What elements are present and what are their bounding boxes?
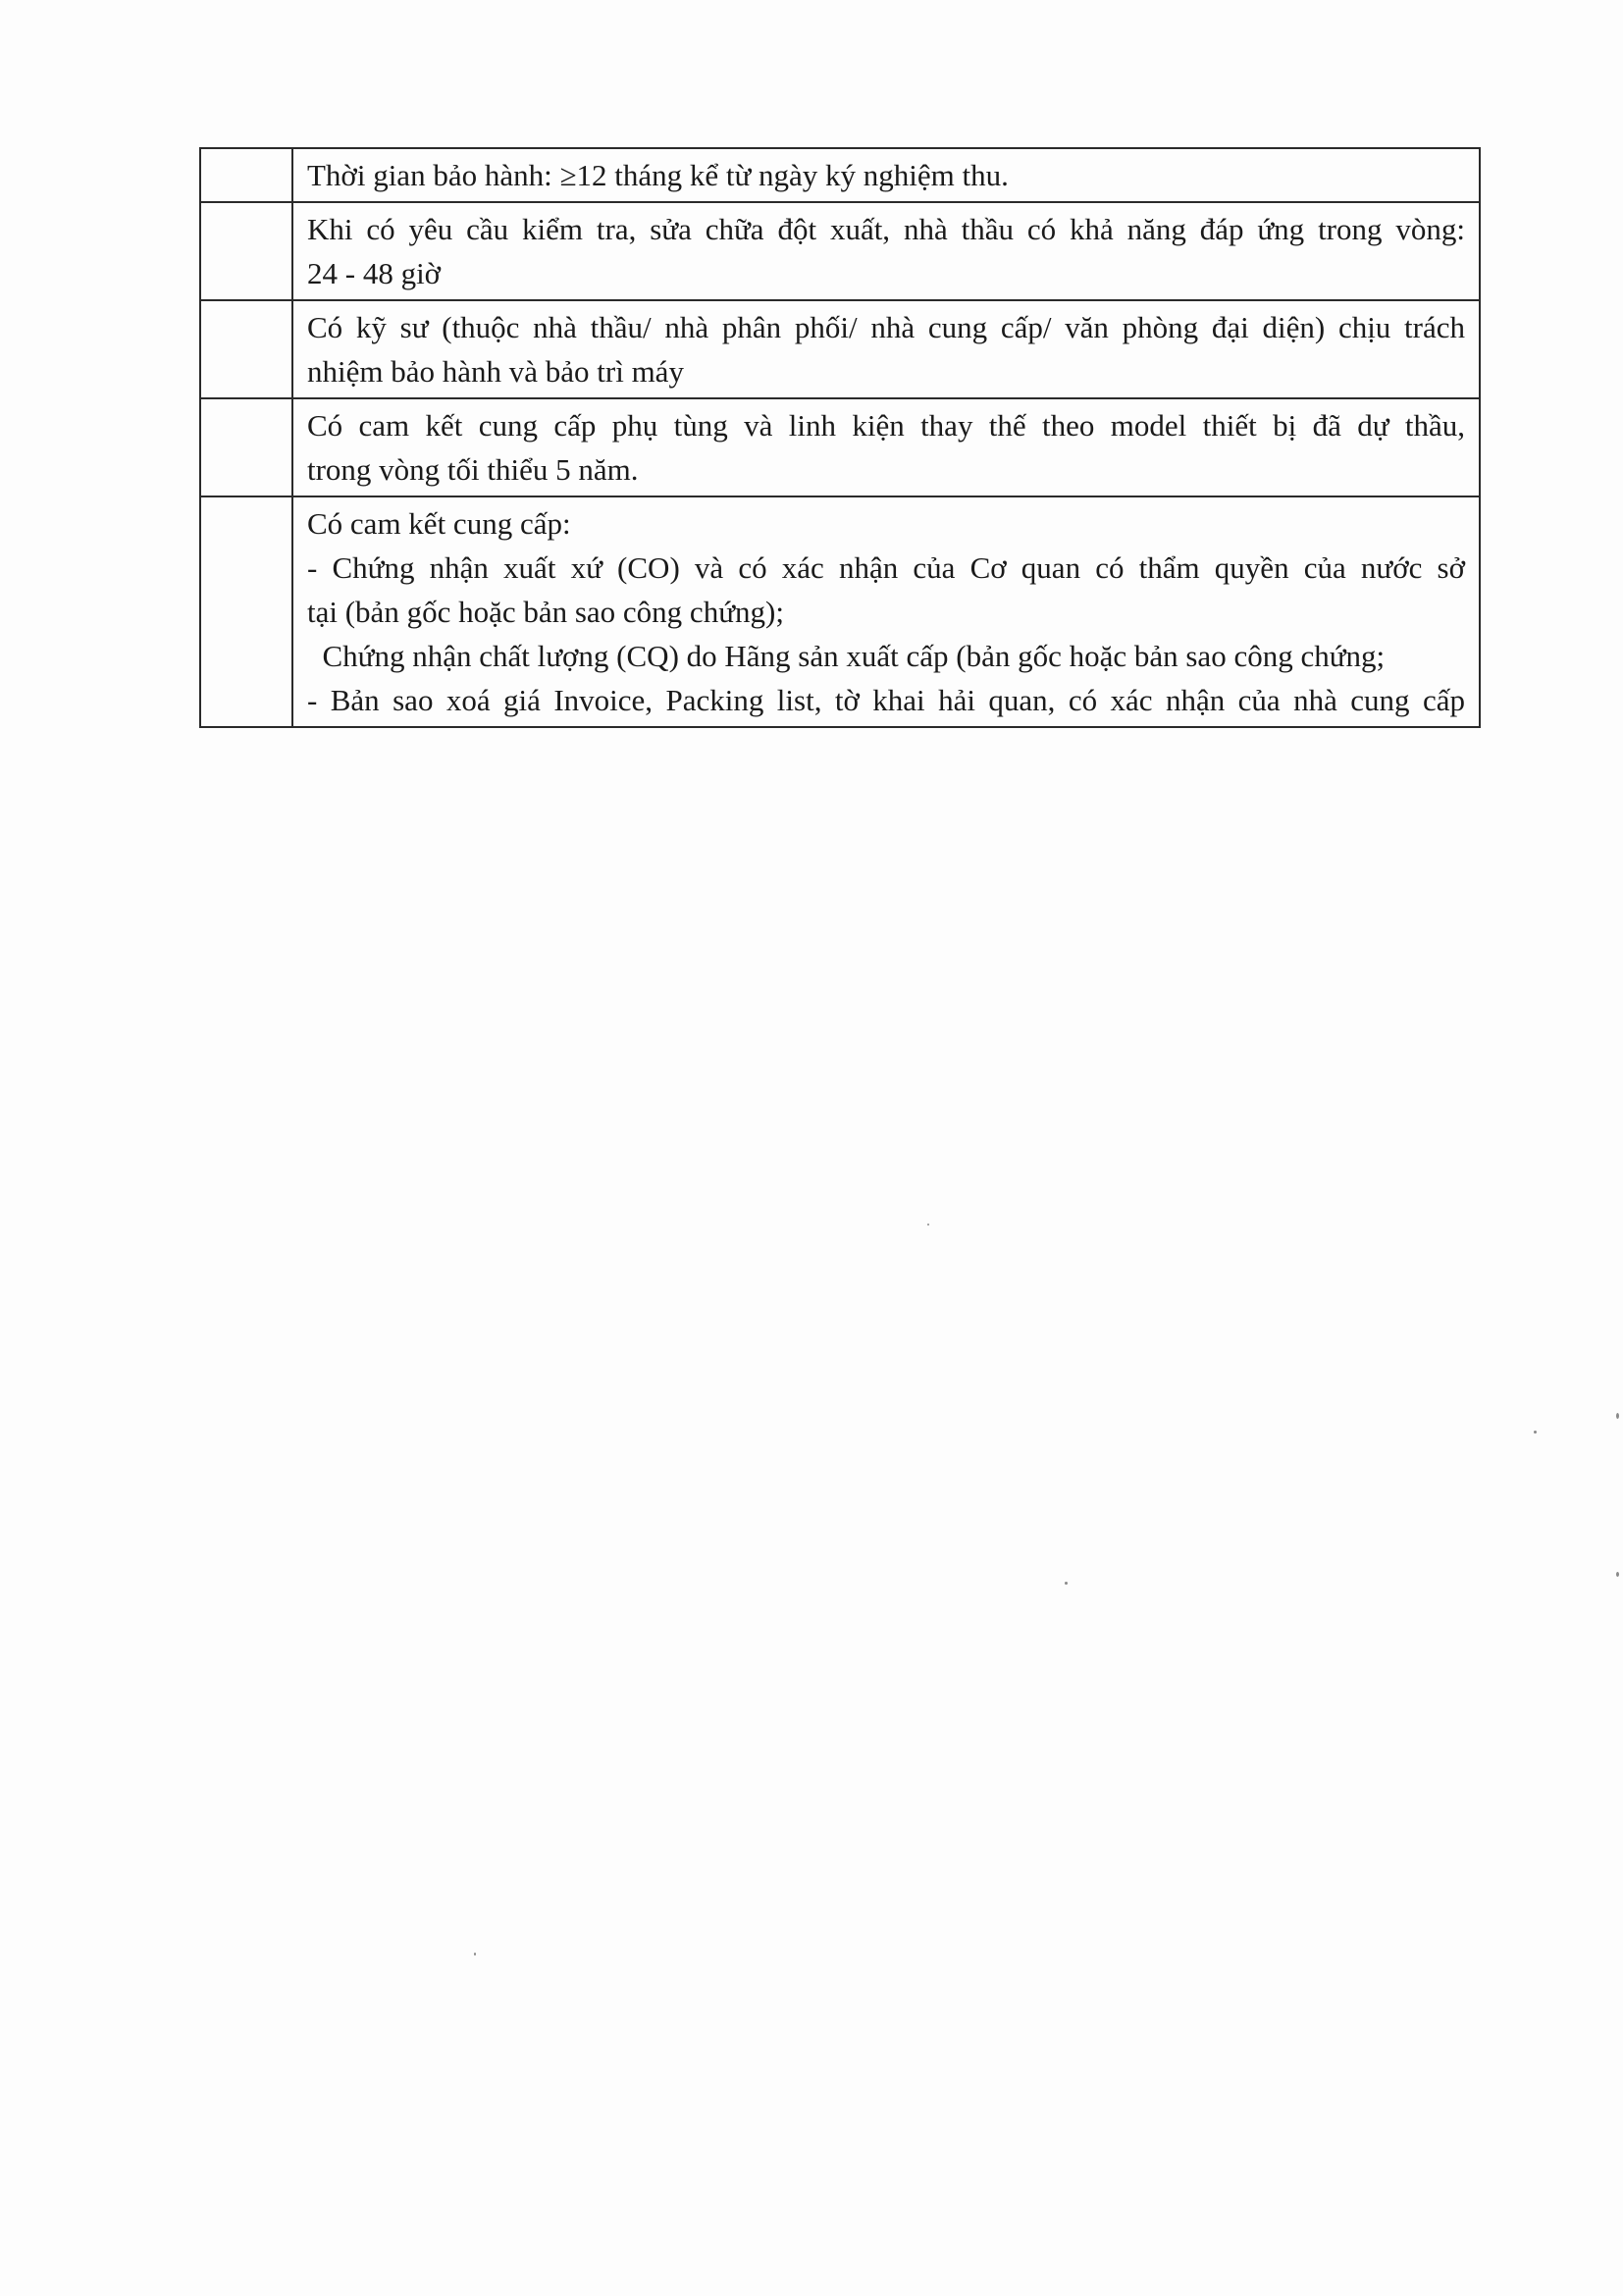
row-number-cell <box>200 300 292 398</box>
scan-speck <box>1534 1431 1537 1434</box>
requirement-text: - Bản sao xoá giá Invoice, Packing list, tờ khai hải quan, có xác nhận của nhà cung cấp <box>307 683 1465 717</box>
scan-speck <box>927 1224 929 1226</box>
requirement-text: nhiệm bảo hành và bảo trì máy <box>307 354 684 389</box>
scan-speck <box>1616 1413 1619 1419</box>
requirement-cell <box>292 202 1480 300</box>
requirement-text: Có cam kết cung cấp: <box>307 506 571 541</box>
requirement-text: Chứng nhận chất lượng (CQ) do Hãng sản xuất cấp (bản gốc hoặc bản sao công chứng; <box>307 639 1386 673</box>
scan-speck <box>1065 1582 1068 1585</box>
requirement-text: Có cam kết cung cấp phụ tùng và linh kiện thay thế theo model thiết bị đã dự thầu, <box>307 408 1465 443</box>
table-row <box>200 300 1480 398</box>
requirement-text: trong vòng tối thiểu 5 năm. <box>307 452 639 487</box>
requirement-text: - Chứng nhận xuất xứ (CO) và có xác nhận của Cơ quan có thẩm quyền của nước sở <box>307 550 1465 585</box>
table-row <box>200 496 1480 727</box>
table-row <box>200 148 1480 202</box>
specification-table <box>199 147 1481 728</box>
scan-speck <box>1616 1572 1619 1577</box>
requirement-cell <box>292 496 1480 727</box>
scan-speck <box>474 1953 476 1956</box>
row-number-cell <box>200 398 292 496</box>
requirement-cell <box>292 300 1480 398</box>
requirement-text: Khi có yêu cầu kiểm tra, sửa chữa đột xuất, nhà thầu có khả năng đáp ứng trong vòng: <box>307 212 1465 246</box>
requirement-text: 24 - 48 giờ <box>307 256 442 290</box>
table-row <box>200 202 1480 300</box>
row-number-cell <box>200 202 292 300</box>
requirement-text: Có kỹ sư (thuộc nhà thầu/ nhà phân phối/ nhà cung cấp/ văn phòng đại diện) chịu trách <box>307 310 1465 344</box>
requirement-cell <box>292 148 1480 202</box>
requirement-cell <box>292 398 1480 496</box>
requirement-text: Thời gian bảo hành: ≥12 tháng kể từ ngày ký nghiệm thu. <box>307 158 1009 192</box>
row-number-cell <box>200 148 292 202</box>
requirement-text: tại (bản gốc hoặc bản sao công chứng); <box>307 595 784 629</box>
row-number-cell <box>200 496 292 727</box>
table-row <box>200 398 1480 496</box>
